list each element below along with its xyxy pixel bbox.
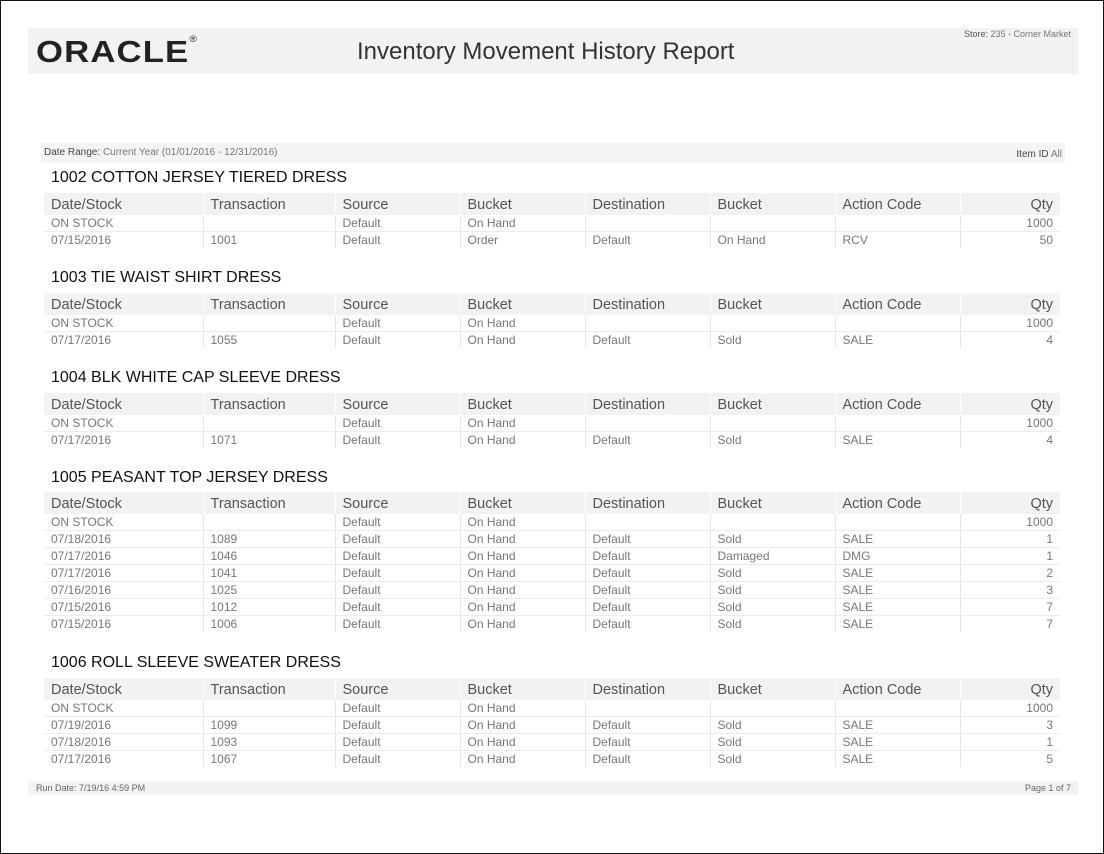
column-header: Qty — [960, 678, 1060, 700]
table-cell: On Hand — [460, 751, 585, 768]
column-header: Date/Stock — [44, 193, 203, 215]
table-row — [44, 548, 1060, 565]
column-header: Destination — [585, 293, 710, 315]
table-cell: Order — [460, 232, 585, 249]
table-cell: 1 — [960, 734, 1060, 751]
table-cell: 1001 — [203, 232, 335, 249]
table-cell: ON STOCK — [44, 215, 203, 232]
table-cell: 4 — [1046, 433, 1053, 447]
column-header: Bucket — [460, 293, 585, 315]
table-cell: 1000 — [960, 700, 1060, 717]
table-cell: On Hand — [460, 700, 585, 717]
column-header: Transaction — [203, 393, 335, 415]
column-header: Destination — [585, 393, 710, 415]
column-header: Destination — [585, 678, 710, 700]
table-cell: 1000 — [960, 215, 1060, 232]
table-cell: 7 — [1046, 617, 1053, 631]
logo-text: ORACLE — [36, 34, 190, 69]
run-date-value: 7/19/16 4:59 PM — [79, 783, 146, 793]
table-cell — [585, 415, 710, 432]
table-cell: 1055 — [203, 332, 335, 349]
date-range-label: Date Range: — [44, 147, 101, 158]
table-cell: Default — [335, 332, 460, 349]
table-cell: SALE — [835, 616, 960, 633]
table-row — [44, 565, 1060, 582]
table-cell: SALE — [835, 751, 960, 768]
table-cell: 1067 — [203, 751, 335, 768]
store-label: Store: — [963, 29, 988, 39]
table-cell: 07/18/2016 — [44, 531, 203, 548]
table-cell: SALE — [835, 332, 960, 349]
table-cell: 07/17/2016 — [44, 548, 203, 565]
table-cell: Sold — [710, 332, 835, 349]
table-cell — [710, 700, 835, 717]
table-cell: Sold — [710, 717, 835, 734]
report-header — [28, 28, 1078, 74]
report-footer — [28, 781, 1078, 795]
table-row — [44, 514, 1060, 531]
table-header-row — [44, 492, 1060, 514]
column-header: Bucket — [710, 678, 835, 700]
table-cell: SALE — [835, 565, 960, 582]
table-cell: 1000 — [960, 514, 1060, 531]
item-title: 1005 PEASANT TOP JERSEY DRESS — [51, 469, 328, 486]
table-cell: Default — [585, 332, 710, 349]
column-header: Source — [335, 193, 460, 215]
table-cell — [710, 315, 835, 332]
table-row — [44, 616, 1060, 633]
run-date-label: Run Date: — [36, 783, 77, 793]
table-cell: 1099 — [203, 717, 335, 734]
table-cell: 1089 — [203, 531, 335, 548]
table-cell: 07/18/2016 — [44, 734, 203, 751]
table-cell: Default — [585, 548, 710, 565]
table-cell: Sold — [710, 531, 835, 548]
table-cell: Default — [585, 565, 710, 582]
table-cell: Default — [335, 582, 460, 599]
movement-table — [44, 393, 1060, 448]
table-cell: 1 — [960, 531, 1060, 548]
table-cell: On Hand — [710, 232, 835, 249]
column-header: Qty — [960, 492, 1060, 514]
table-cell: 1 — [960, 548, 1060, 565]
table-cell — [585, 514, 710, 531]
table-cell: On Hand — [460, 432, 585, 449]
table-cell — [203, 415, 335, 432]
item-id-filter — [1016, 149, 1062, 160]
table-cell: Default — [335, 232, 460, 249]
table-cell: Default — [335, 717, 460, 734]
table-cell: 1000 — [960, 415, 1060, 432]
table-cell: 07/17/2016 — [44, 432, 203, 449]
table-cell: Default — [335, 734, 460, 751]
table-row — [44, 215, 1060, 232]
column-header: Qty — [960, 193, 1060, 215]
item-title: 1003 TIE WAIST SHIRT DRESS — [51, 269, 282, 286]
table-cell: Default — [585, 717, 710, 734]
table-cell: SALE — [835, 717, 960, 734]
table-cell: 07/16/2016 — [44, 582, 203, 599]
store-value: 235 - Corner Market — [990, 29, 1071, 39]
table-cell: On Hand — [460, 315, 585, 332]
column-header: Bucket — [460, 678, 585, 700]
table-cell — [710, 514, 835, 531]
column-header: Action Code — [835, 293, 960, 315]
table-cell: 4 — [1046, 333, 1053, 347]
table-header-row — [44, 393, 1060, 415]
table-cell: Default — [335, 751, 460, 768]
table-cell: 1071 — [203, 432, 335, 449]
table-cell: On Hand — [460, 565, 585, 582]
table-cell: Default — [335, 531, 460, 548]
table-cell: 07/15/2016 — [44, 616, 203, 633]
table-cell: Sold — [710, 565, 835, 582]
table-cell: 1093 — [203, 734, 335, 751]
table-cell — [835, 700, 960, 717]
table-cell: Default — [335, 616, 460, 633]
table-cell — [203, 514, 335, 531]
table-cell: 1012 — [203, 599, 335, 616]
column-header: Source — [335, 678, 460, 700]
oracle-logo: ORACLE® — [36, 34, 198, 69]
table-cell: 07/19/2016 — [44, 717, 203, 734]
table-cell: 1041 — [203, 565, 335, 582]
item-title: 1006 ROLL SLEEVE SWEATER DRESS — [51, 654, 341, 671]
table-cell: RCV — [835, 232, 960, 249]
table-header-row — [44, 293, 1060, 315]
table-cell — [203, 700, 335, 717]
column-header: Bucket — [710, 293, 835, 315]
column-header: Bucket — [710, 393, 835, 415]
column-header: Date/Stock — [44, 492, 203, 514]
table-cell: On Hand — [460, 582, 585, 599]
table-cell: Sold — [710, 734, 835, 751]
table-cell: SALE — [835, 734, 960, 751]
table-cell: ON STOCK — [44, 700, 203, 717]
column-header: Qty — [960, 393, 1060, 415]
table-cell: ON STOCK — [44, 315, 203, 332]
table-cell — [835, 514, 960, 531]
table-cell — [835, 415, 960, 432]
table-cell: Default — [335, 599, 460, 616]
table-cell: 3 — [960, 717, 1060, 734]
table-row — [44, 717, 1060, 734]
item-id-label: Item ID — [1016, 149, 1049, 160]
column-header: Bucket — [710, 492, 835, 514]
column-header: Date/Stock — [44, 293, 203, 315]
table-cell: 1025 — [203, 582, 335, 599]
table-cell: On Hand — [460, 717, 585, 734]
table-cell: ON STOCK — [44, 415, 203, 432]
table-cell — [585, 315, 710, 332]
table-cell: Default — [585, 616, 710, 633]
table-cell: Default — [335, 415, 460, 432]
table-cell: Damaged — [710, 548, 835, 565]
table-cell: SALE — [835, 432, 960, 449]
movement-table — [44, 678, 1060, 767]
column-header: Date/Stock — [44, 678, 203, 700]
table-row — [44, 582, 1060, 599]
table-cell: On Hand — [460, 548, 585, 565]
table-cell — [585, 215, 710, 232]
table-cell: Default — [585, 734, 710, 751]
table-row — [44, 432, 1060, 449]
column-header: Source — [335, 293, 460, 315]
column-header: Bucket — [710, 193, 835, 215]
table-cell — [835, 215, 960, 232]
table-cell: Sold — [710, 599, 835, 616]
table-cell: On Hand — [460, 514, 585, 531]
table-cell: Default — [585, 599, 710, 616]
table-row — [44, 700, 1060, 717]
column-header: Action Code — [835, 393, 960, 415]
table-cell: Default — [335, 514, 460, 531]
column-header: Transaction — [203, 492, 335, 514]
table-cell: 7 — [960, 599, 1060, 616]
table-row — [44, 315, 1060, 332]
table-row — [44, 751, 1060, 768]
table-cell: Default — [585, 582, 710, 599]
table-cell: SALE — [835, 582, 960, 599]
movement-table — [44, 193, 1060, 248]
column-header: Source — [335, 492, 460, 514]
table-header-row — [44, 678, 1060, 700]
column-header: Qty — [960, 293, 1060, 315]
page-number: Page 1 of 7 — [1024, 783, 1071, 793]
table-cell: 1046 — [203, 548, 335, 565]
table-cell: Default — [335, 215, 460, 232]
date-range — [44, 147, 278, 158]
table-cell: DMG — [835, 548, 960, 565]
table-cell: Default — [335, 548, 460, 565]
column-header: Bucket — [460, 492, 585, 514]
table-cell: 3 — [960, 582, 1060, 599]
table-cell: On Hand — [460, 599, 585, 616]
column-header: Transaction — [203, 193, 335, 215]
table-cell: 1006 — [203, 616, 335, 633]
table-cell: SALE — [835, 531, 960, 548]
table-cell: ON STOCK — [44, 514, 203, 531]
date-range-value: Current Year (01/01/2016 - 12/31/2016) — [102, 147, 278, 158]
table-cell: On Hand — [460, 415, 585, 432]
table-cell: 07/17/2016 — [44, 565, 203, 582]
column-header: Source — [335, 393, 460, 415]
table-cell: 1000 — [960, 315, 1060, 332]
table-row — [44, 599, 1060, 616]
table-header-row — [44, 193, 1060, 215]
table-row — [44, 415, 1060, 432]
table-cell: 07/15/2016 — [44, 599, 203, 616]
column-header: Action Code — [835, 193, 960, 215]
column-header: Date/Stock — [44, 393, 203, 415]
table-cell: On Hand — [460, 616, 585, 633]
table-cell: Sold — [710, 616, 835, 633]
column-header: Bucket — [460, 193, 585, 215]
table-row — [44, 332, 1060, 349]
column-header: Action Code — [835, 678, 960, 700]
item-id-value: All — [1050, 149, 1062, 160]
table-cell: On Hand — [460, 734, 585, 751]
table-cell: Default — [585, 751, 710, 768]
item-title: 1002 COTTON JERSEY TIERED DRESS — [51, 169, 348, 186]
table-cell — [203, 215, 335, 232]
table-cell: On Hand — [460, 215, 585, 232]
column-header: Destination — [585, 492, 710, 514]
table-cell — [710, 415, 835, 432]
table-cell: 07/17/2016 — [44, 332, 203, 349]
table-cell: Default — [585, 232, 710, 249]
table-cell: On Hand — [460, 531, 585, 548]
table-cell — [203, 315, 335, 332]
table-cell: 2 — [960, 565, 1060, 582]
table-cell: 07/15/2016 — [44, 232, 203, 249]
table-cell: Sold — [710, 432, 835, 449]
table-cell: Sold — [710, 582, 835, 599]
column-header: Transaction — [203, 293, 335, 315]
column-header: Bucket — [460, 393, 585, 415]
table-cell: 5 — [1046, 752, 1053, 766]
table-cell: Default — [585, 432, 710, 449]
movement-table — [44, 492, 1060, 632]
table-row — [44, 531, 1060, 548]
item-title: 1004 BLK WHITE CAP SLEEVE DRESS — [51, 369, 341, 386]
table-cell: Default — [335, 315, 460, 332]
column-header: Action Code — [835, 492, 960, 514]
table-cell: 50 — [1039, 233, 1053, 247]
table-cell: Default — [585, 531, 710, 548]
store-info — [964, 29, 1071, 39]
table-cell: Sold — [710, 751, 835, 768]
table-cell — [585, 700, 710, 717]
filter-bar — [41, 143, 1065, 163]
table-cell: Default — [335, 565, 460, 582]
movement-table — [44, 293, 1060, 348]
table-cell — [710, 215, 835, 232]
table-cell: SALE — [835, 599, 960, 616]
table-row — [44, 734, 1060, 751]
column-header: Destination — [585, 193, 710, 215]
table-cell — [835, 315, 960, 332]
table-cell: Default — [335, 700, 460, 717]
run-date — [36, 783, 145, 793]
table-cell: 07/17/2016 — [44, 751, 203, 768]
table-cell: On Hand — [460, 332, 585, 349]
table-cell: Default — [335, 432, 460, 449]
report-title: Inventory Movement History Report — [357, 38, 735, 65]
table-row — [44, 232, 1060, 249]
column-header: Transaction — [203, 678, 335, 700]
